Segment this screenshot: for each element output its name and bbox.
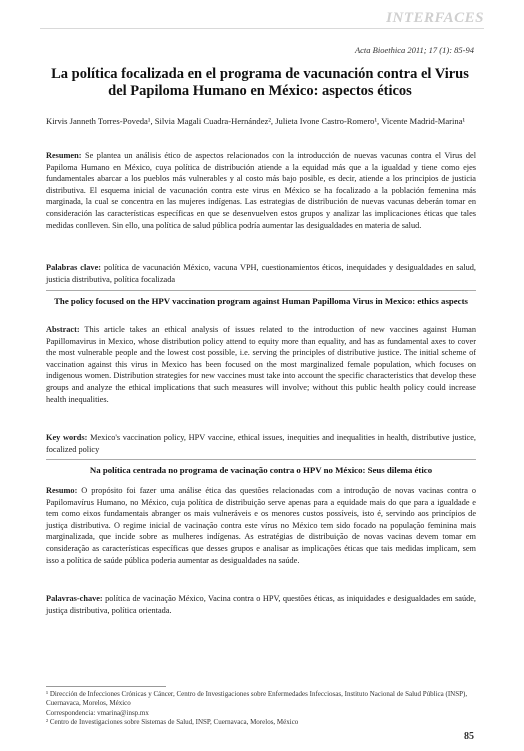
article-title: La política focalizada en el programa de vacunación contra el Virus del Papiloma Humano en México: aspectos éticos [51, 66, 469, 99]
english-title: The policy focused on the HPV vaccination program against Human Papilloma Virus in Mexico: ethics aspects [54, 296, 468, 306]
portuguese-title: Na política centrada no programa de vacinação contra o HPV no México: Seus dilema ético [89, 465, 433, 475]
resumo-text: O propósito foi fazer uma análise ética das questões relacionadas com a introdução de novas vacinas contra o Papilomavírus Humano, no México, cuja política de distribuição serve apenas para a equidade mais do que para a igualdade e tem como eixos fundamentais abranger os mais vulneráveis e os menores custos possíveis, isto é, servindo aos princípios de justiça distributiva. O regime inicial de vacinação contra este vírus no México tem sido focado na população feminina mais marginalizada, que incide sobre as mulheres indígenas. As estratégias de distribuição de novas vacinas devem tomar em consideração as características específicas que desses grupos e analisar as implicações éticas que tais medidas implicam, sem isso a política de saúde pública poderia aumentar as desigualdades na saúde. [46, 486, 476, 565]
abstract-text: This article takes an ethical analysis of issues related to the introduction of new vaccines against Human Papillomavirus in Mexico, whose distribution policy attend to equity more than equality, and has as fundamental axes to cover the most vulnerable people and the lowest cost possible, i.e. serving the principles of distributive justice. The initial scheme of vaccination against this virus in Mexico has been focused on the most marginalized female population, which focuses on indigenous women. Distribution strategies for new vaccines must take into account the specific characteristics that develop these groups and analyze the ethical implications that such measures will involve; without this public health policy could increase health inequalities. [46, 325, 476, 404]
palabras-clave-paragraph [46, 262, 476, 285]
abstract-label: Abstract: [46, 325, 80, 334]
footnote-2: ² Centro de Investigaciones sobre Sistemas de Salud, INSP, Cuernavaca, Morelos, México [46, 718, 299, 727]
section-tag: INTERFACES [386, 10, 484, 26]
resumen-text: Se plantea un análisis ético de aspectos relacionados con la introducción de nuevas vacunas contra el Virus del Papiloma Humano en México, cuya política de distribución atiende a la equidad más que a la igualdad y tiene como ejes fundamentales abarcar a los pueblos más vulnerables y al costo más bajo posible, es decir, atiende a los principios de justicia distributiva. El esquema inicial de vacunación contra este virus en México se ha focalizado a la población femenina más marginada, la cual se concentra en las mujeres indígenas. Las estrategias de distribución de nuevas vacunas deberán tomar en consideración las características específicas en que se desenvuelven estos grupos y analizar las implicaciones éticas que tales medidas conlleven. Sin ello, una política de salud pública podría aumentar las desigualdades en materia de salud. [46, 151, 476, 230]
abstract-paragraph [46, 324, 476, 405]
palavras-chave-label: Palavras-chave: [46, 594, 103, 603]
journal-citation: Acta Bioethica 2011; 17 (1): 85-94 [354, 45, 474, 55]
palabras-clave-label: Palabras clave: [46, 263, 102, 272]
key-words-label: Key words: [46, 433, 88, 442]
resumo-label: Resumo: [46, 486, 78, 495]
palavras-chave-paragraph [46, 593, 476, 616]
footnotes [46, 690, 476, 728]
footnote-correspondence: Correspondencia: vmarina@insp.mx [46, 708, 149, 717]
resumen-label: Resumen: [46, 151, 82, 160]
header-rule [40, 28, 484, 29]
resumen-paragraph [46, 150, 476, 231]
key-words-text: Mexico's vaccination policy, HPV vaccine, ethical issues, inequities and inequalities in health, distributive justice, focalized policy [46, 433, 476, 454]
footnote-rule [46, 686, 166, 687]
divider [46, 290, 476, 291]
divider [46, 459, 476, 460]
palavras-chave-text: política de vacinação México, Vacina contra o HPV, questões éticas, as iniquidades e desigualdades em saúde, justiça distributiva, política orientada. [46, 594, 476, 615]
resumo-paragraph [46, 485, 476, 566]
page-number: 85 [464, 731, 474, 742]
key-words-paragraph [46, 432, 476, 455]
palabras-clave-text: política de vacunación México, vacuna VPH, cuestionamientos éticos, inequidades y desigualdades en salud, justicia distributiva, política focalizada [46, 263, 477, 284]
footnote-1: ¹ Dirección de Infecciones Crónicas y Cáncer, Centro de Investigaciones sobre Enfermedades Infecciosas, Instituto Nacional de Salud Pública (INSP), Cuernavaca, Morelos, México [46, 690, 468, 708]
author-list: Kirvis Janneth Torres-Poveda¹, Silvia Magali Cuadra-Hernández², Julieta Ivone Castro-Romero¹, Vicente Madrid-Marina¹ [46, 116, 466, 126]
